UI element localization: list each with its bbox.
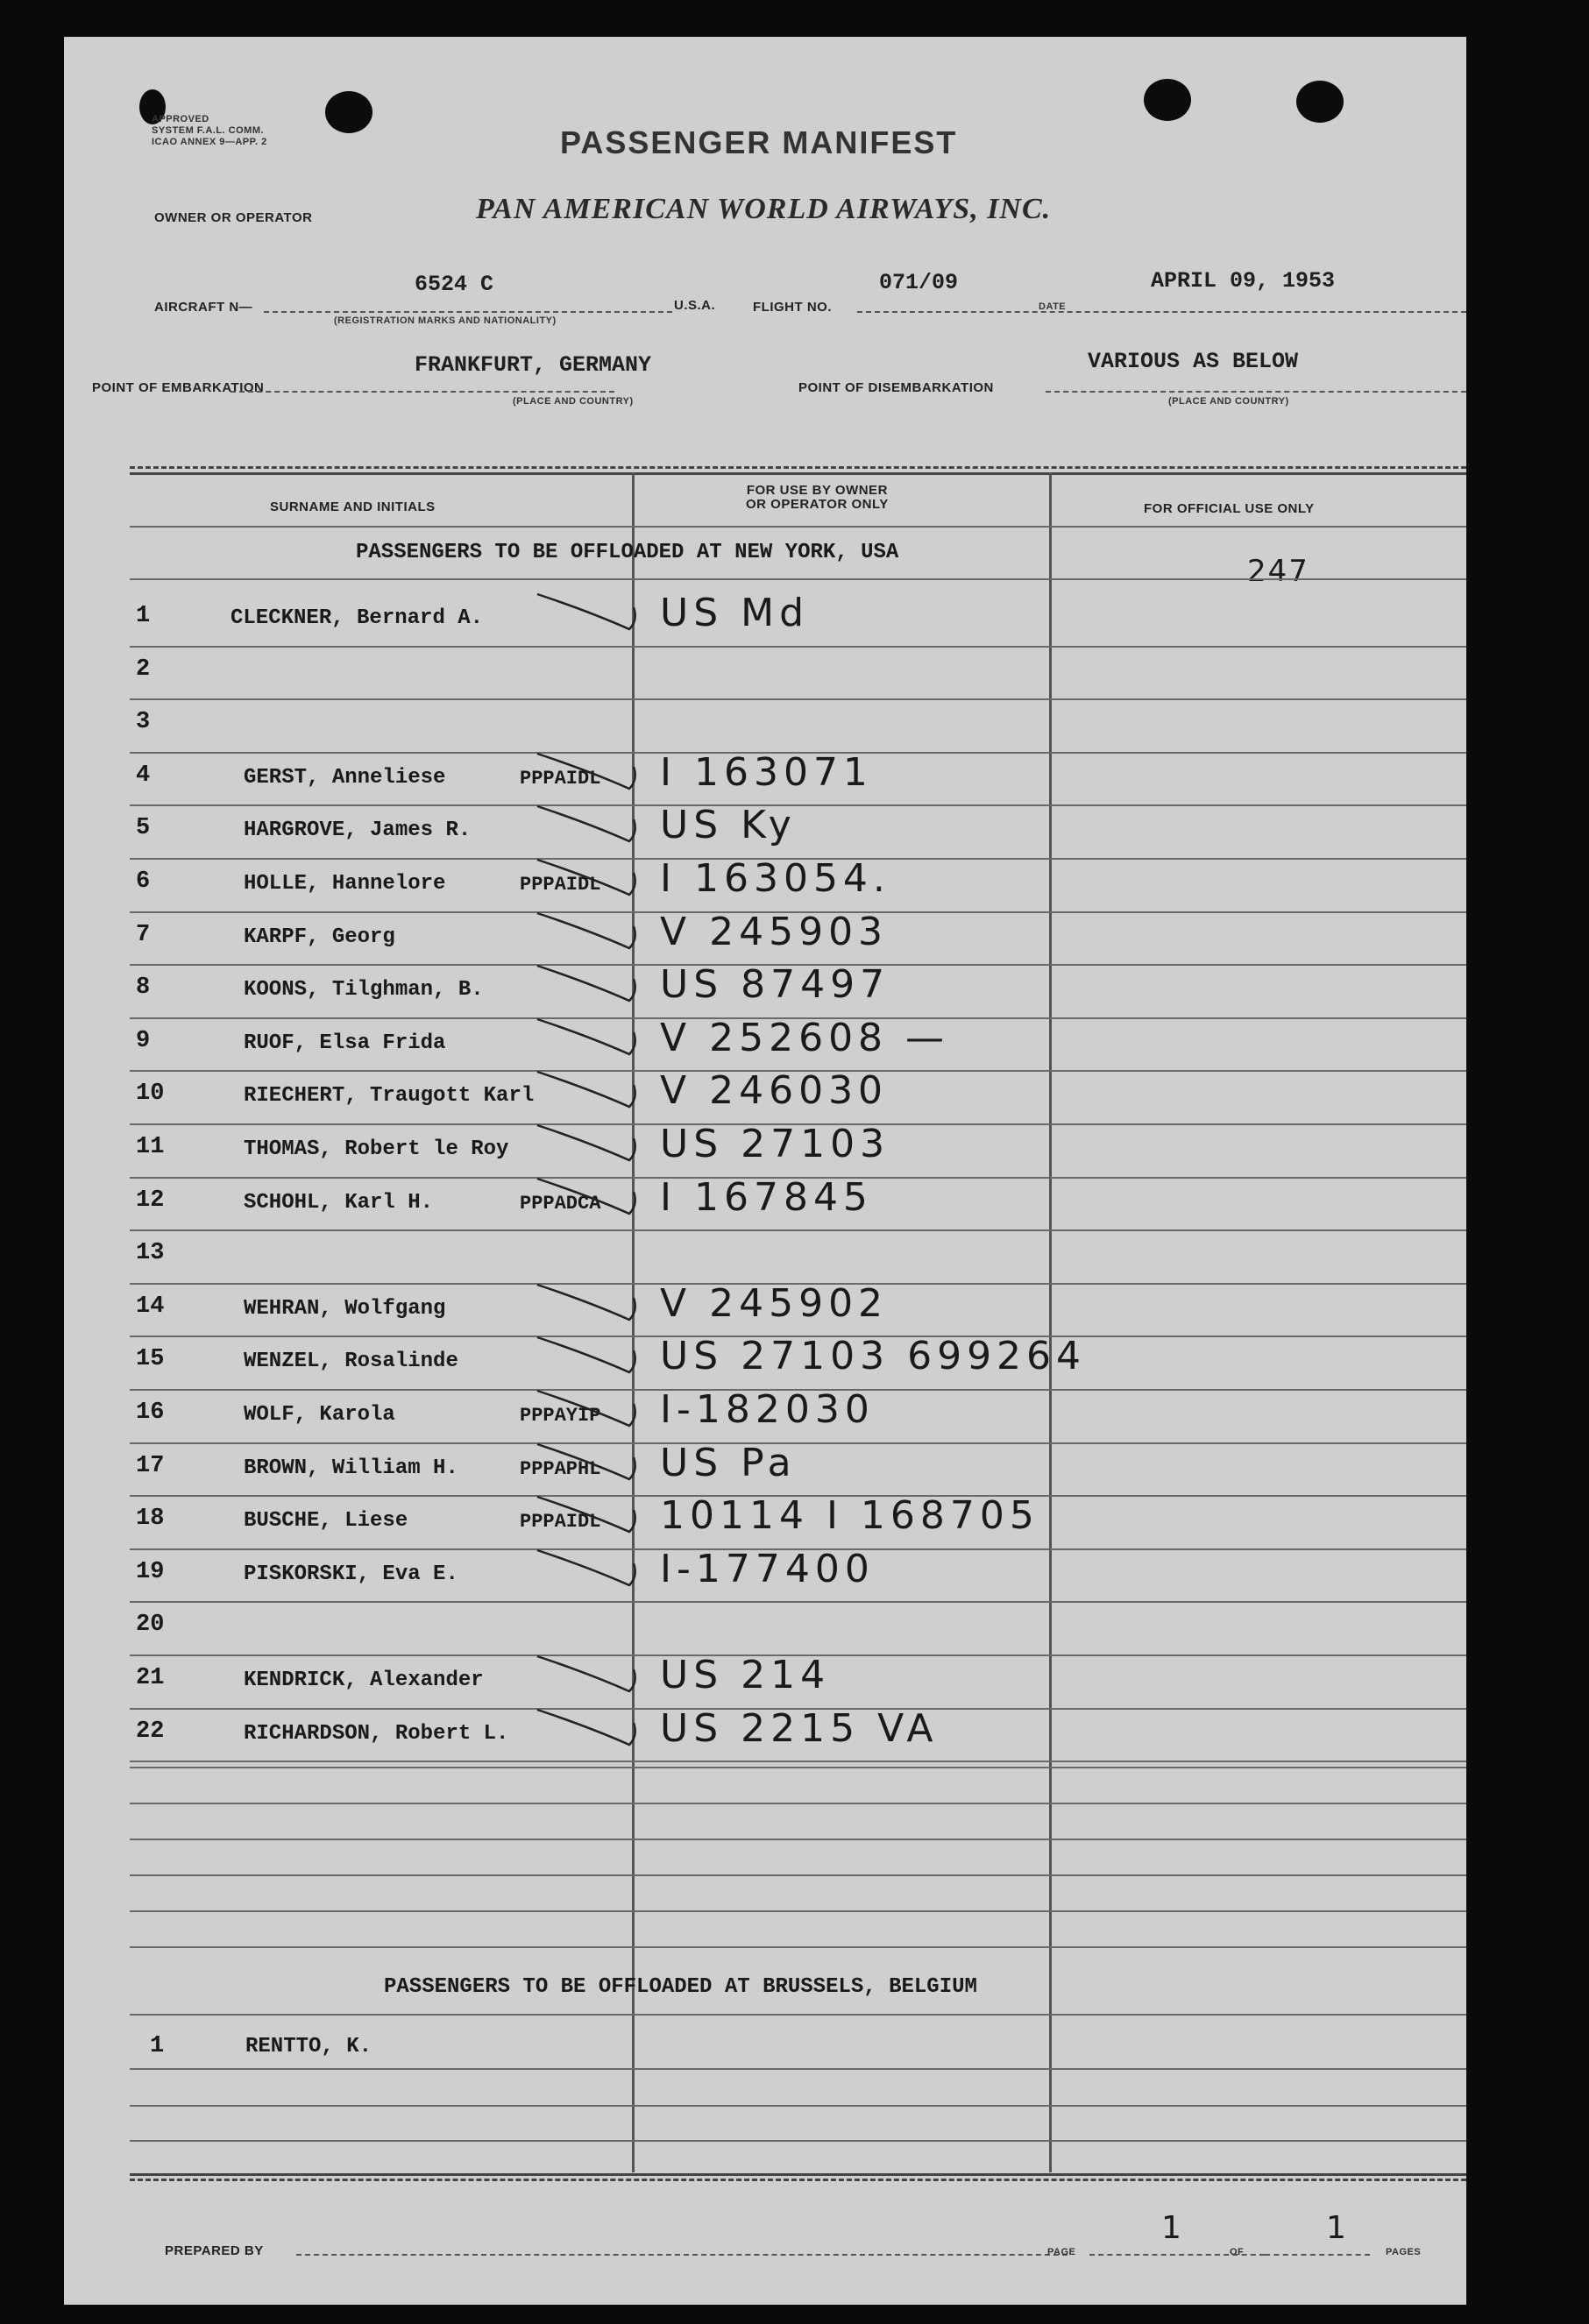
row-number: 2 [136, 655, 151, 683]
handwritten-entry: US 2215 VA [660, 1705, 939, 1751]
passenger-name: KARPF, Georg [244, 925, 395, 949]
col-surname-header: SURNAME AND INITIALS [270, 500, 436, 514]
table-top-rule-2 [130, 472, 1466, 475]
passenger-name: KOONS, Tilghman, B. [244, 978, 484, 1003]
row-number: 20 [136, 1612, 165, 1639]
flight-value: 071/09 [879, 270, 959, 295]
row-number: 11 [136, 1134, 165, 1160]
blank-rule [130, 1803, 1466, 1804]
table-bottom-rule [130, 2173, 1466, 2176]
check-mark [528, 1276, 669, 1329]
page-value: 1 [1161, 2210, 1187, 2246]
approved-note: APPROVED SYSTEM F.A.L. COMM. ICAO ANNEX 9—APP. 2 [152, 114, 267, 147]
check-mark [528, 745, 669, 797]
passenger-code: PPPAPHL [520, 1457, 601, 1480]
pages-label: PAGES [1386, 2247, 1422, 2257]
row-number: 19 [136, 1558, 165, 1585]
punch-hole [1296, 81, 1344, 123]
passenger-code: PPPAIDL [520, 767, 601, 790]
check-mark [528, 904, 669, 957]
handwritten-entry: V 245902 [660, 1280, 889, 1326]
check-mark [528, 1063, 669, 1116]
row-number: 1 [136, 603, 151, 629]
passenger-name: RUOF, Elsa Frida [244, 1031, 446, 1055]
header-rule [130, 526, 1466, 528]
passenger-name: HARGROVE, James R. [244, 818, 472, 843]
row-number: 9 [136, 1027, 151, 1054]
manifest-sheet [64, 37, 1466, 2305]
check-mark [528, 957, 669, 1010]
row-number: 22 [136, 1718, 165, 1745]
of-label: OF [1230, 2247, 1245, 2257]
date-value: APRIL 09, 1953 [1151, 268, 1336, 294]
disembark-underline [1046, 391, 1466, 393]
passenger-name: BUSCHE, Liese [244, 1509, 408, 1534]
blank-rule [130, 1839, 1466, 1840]
check-mark [528, 1116, 669, 1169]
row-number: 12 [136, 1187, 165, 1214]
passenger-code: PPPAIDL [520, 874, 601, 896]
handwritten-entry: US 87497 [660, 962, 890, 1008]
owner-label: OWNER OR OPERATOR [154, 210, 313, 225]
row-number: 14 [136, 1293, 165, 1320]
page-label: PAGE [1047, 2247, 1076, 2257]
aircraft-value: 6524 C [415, 272, 494, 297]
row-number: 5 [136, 815, 151, 842]
row-number: 18 [136, 1506, 165, 1533]
blank-rule [130, 1767, 1466, 1768]
passenger-name: HOLLE, Hannelore [244, 872, 446, 896]
aircraft-underline [264, 311, 672, 313]
row-rule [130, 1761, 1466, 1762]
passenger-name: PISKORSKI, Eva E. [244, 1562, 458, 1586]
handwritten-entry: US 27103 699264 [660, 1334, 1087, 1379]
table-top-rule [130, 466, 1466, 469]
section1-heading: PASSENGERS TO BE OFFLOADED AT NEW YORK, USA [356, 541, 899, 564]
embark-label: POINT OF EMBARKATION [92, 380, 265, 395]
section2-passenger-name: RENTTO, K. [245, 2035, 372, 2058]
handwritten-entry: I-182030 [660, 1387, 875, 1432]
passenger-name: WENZEL, Rosalinde [244, 1350, 458, 1374]
handwritten-entry: US 214 [660, 1653, 831, 1697]
passenger-name: RICHARDSON, Robert L. [244, 1721, 509, 1746]
handwritten-entry: V 245903 [660, 909, 889, 954]
handwritten-entry: 10114 I 168705 [660, 1493, 1039, 1539]
handwritten-entry: I 163071 [660, 749, 873, 795]
blank-rule [130, 1946, 1466, 1948]
row-number: 15 [136, 1346, 165, 1373]
handwritten-entry: I 167845 [660, 1174, 873, 1220]
flight-label: FLIGHT NO. [753, 300, 832, 315]
section2-rule [130, 2014, 1466, 2016]
row-rule [130, 804, 1466, 806]
blank-rule [130, 1910, 1466, 1912]
section2-row-number: 1 [150, 2033, 165, 2059]
flight-underline [857, 311, 1466, 313]
embark-underline [231, 391, 614, 393]
disembark-label: POINT OF DISEMBARKATION [798, 380, 994, 395]
row-number: 21 [136, 1665, 165, 1691]
prepared-by-underline [296, 2254, 1068, 2256]
embark-value: FRANKFURT, GERMANY [415, 352, 652, 378]
place-note-2: (PLACE AND COUNTRY) [1168, 396, 1289, 407]
row-number: 7 [136, 921, 151, 948]
column-divider-2 [1049, 472, 1052, 2172]
section2-rule [130, 2068, 1466, 2070]
prepared-by-label: PREPARED BY [165, 2243, 264, 2258]
handwritten-entry: US Pa [660, 1440, 797, 1485]
row-number: 3 [136, 709, 151, 736]
check-mark [528, 585, 669, 638]
section1-rule [130, 578, 1466, 580]
row-number: 13 [136, 1240, 165, 1267]
row-number: 16 [136, 1399, 165, 1426]
disembark-value: VARIOUS AS BELOW [1088, 349, 1299, 374]
check-mark [528, 1647, 669, 1700]
check-mark [528, 797, 669, 850]
check-mark [528, 1010, 669, 1063]
row-number: 4 [136, 762, 151, 789]
row-rule [130, 698, 1466, 700]
passenger-name: WEHRAN, Wolfgang [244, 1296, 446, 1321]
passenger-name: WOLF, Karola [244, 1403, 395, 1427]
handwritten-entry: V 252608 — [660, 1015, 950, 1060]
punch-hole [1144, 79, 1191, 121]
handwritten-entry: V 246030 [660, 1068, 889, 1114]
section2-rule [130, 2140, 1466, 2142]
check-mark [528, 1488, 669, 1541]
check-mark [528, 1329, 669, 1381]
handwritten-entry: I 163054. [660, 856, 890, 901]
passenger-name: BROWN, William H. [244, 1456, 458, 1480]
usa-label: U.S.A. [674, 298, 716, 313]
check-mark [528, 1170, 669, 1222]
handwritten-entry: I-177400 [660, 1546, 875, 1591]
handwritten-entry: US Md [660, 591, 810, 635]
passenger-name: KENDRICK, Alexander [244, 1669, 484, 1692]
section2-rule [130, 2105, 1466, 2107]
row-rule [130, 1442, 1466, 1444]
row-number: 10 [136, 1081, 165, 1108]
page-title: PASSENGER MANIFEST [560, 124, 958, 160]
handwritten-entry: US 27103 [660, 1122, 890, 1166]
passenger-code: PPPADCA [520, 1192, 601, 1215]
registration-note: (REGISTRATION MARKS AND NATIONALITY) [334, 315, 557, 326]
check-mark [528, 1382, 669, 1435]
row-rule [130, 646, 1466, 648]
of-underline [1265, 2254, 1370, 2256]
table-bottom-rule-2 [130, 2179, 1466, 2181]
punch-hole [325, 91, 372, 133]
section2-heading: PASSENGERS TO BE OFFLOADED AT BRUSSELS, BELGIUM [384, 1975, 977, 1999]
check-mark [528, 1435, 669, 1488]
row-number: 17 [136, 1452, 165, 1479]
airline-name: PAN AMERICAN WORLD AIRWAYS, INC. [476, 193, 1052, 225]
of-value: 1 [1326, 2210, 1351, 2246]
check-mark [528, 851, 669, 903]
place-note: (PLACE AND COUNTRY) [513, 396, 634, 407]
passenger-name: CLECKNER, Bernard A. [231, 606, 484, 630]
col-official-header: FOR OFFICIAL USE ONLY [1144, 501, 1315, 516]
passenger-name: GERST, Anneliese [244, 765, 446, 790]
row-rule [130, 1229, 1466, 1231]
col-owner-header: FOR USE BY OWNER OR OPERATOR ONLY [746, 483, 889, 512]
passenger-name: RIECHERT, Traugott Karl [244, 1084, 535, 1109]
aircraft-label: AIRCRAFT N— [154, 300, 253, 315]
check-mark [528, 1541, 669, 1594]
passenger-name: THOMAS, Robert le Roy [244, 1137, 509, 1161]
passenger-code: PPPAYIP [520, 1405, 601, 1427]
row-rule [130, 1601, 1466, 1603]
row-number: 8 [136, 974, 151, 1002]
passenger-code: PPPAIDL [520, 1511, 601, 1534]
handwritten-entry: US Ky [660, 803, 797, 848]
check-mark [528, 1701, 669, 1754]
date-label: DATE [1039, 301, 1067, 312]
official-note: 247 [1247, 554, 1309, 589]
passenger-name: SCHOHL, Karl H. [244, 1190, 434, 1215]
blank-rule [130, 1874, 1466, 1876]
row-number: 6 [136, 868, 151, 895]
